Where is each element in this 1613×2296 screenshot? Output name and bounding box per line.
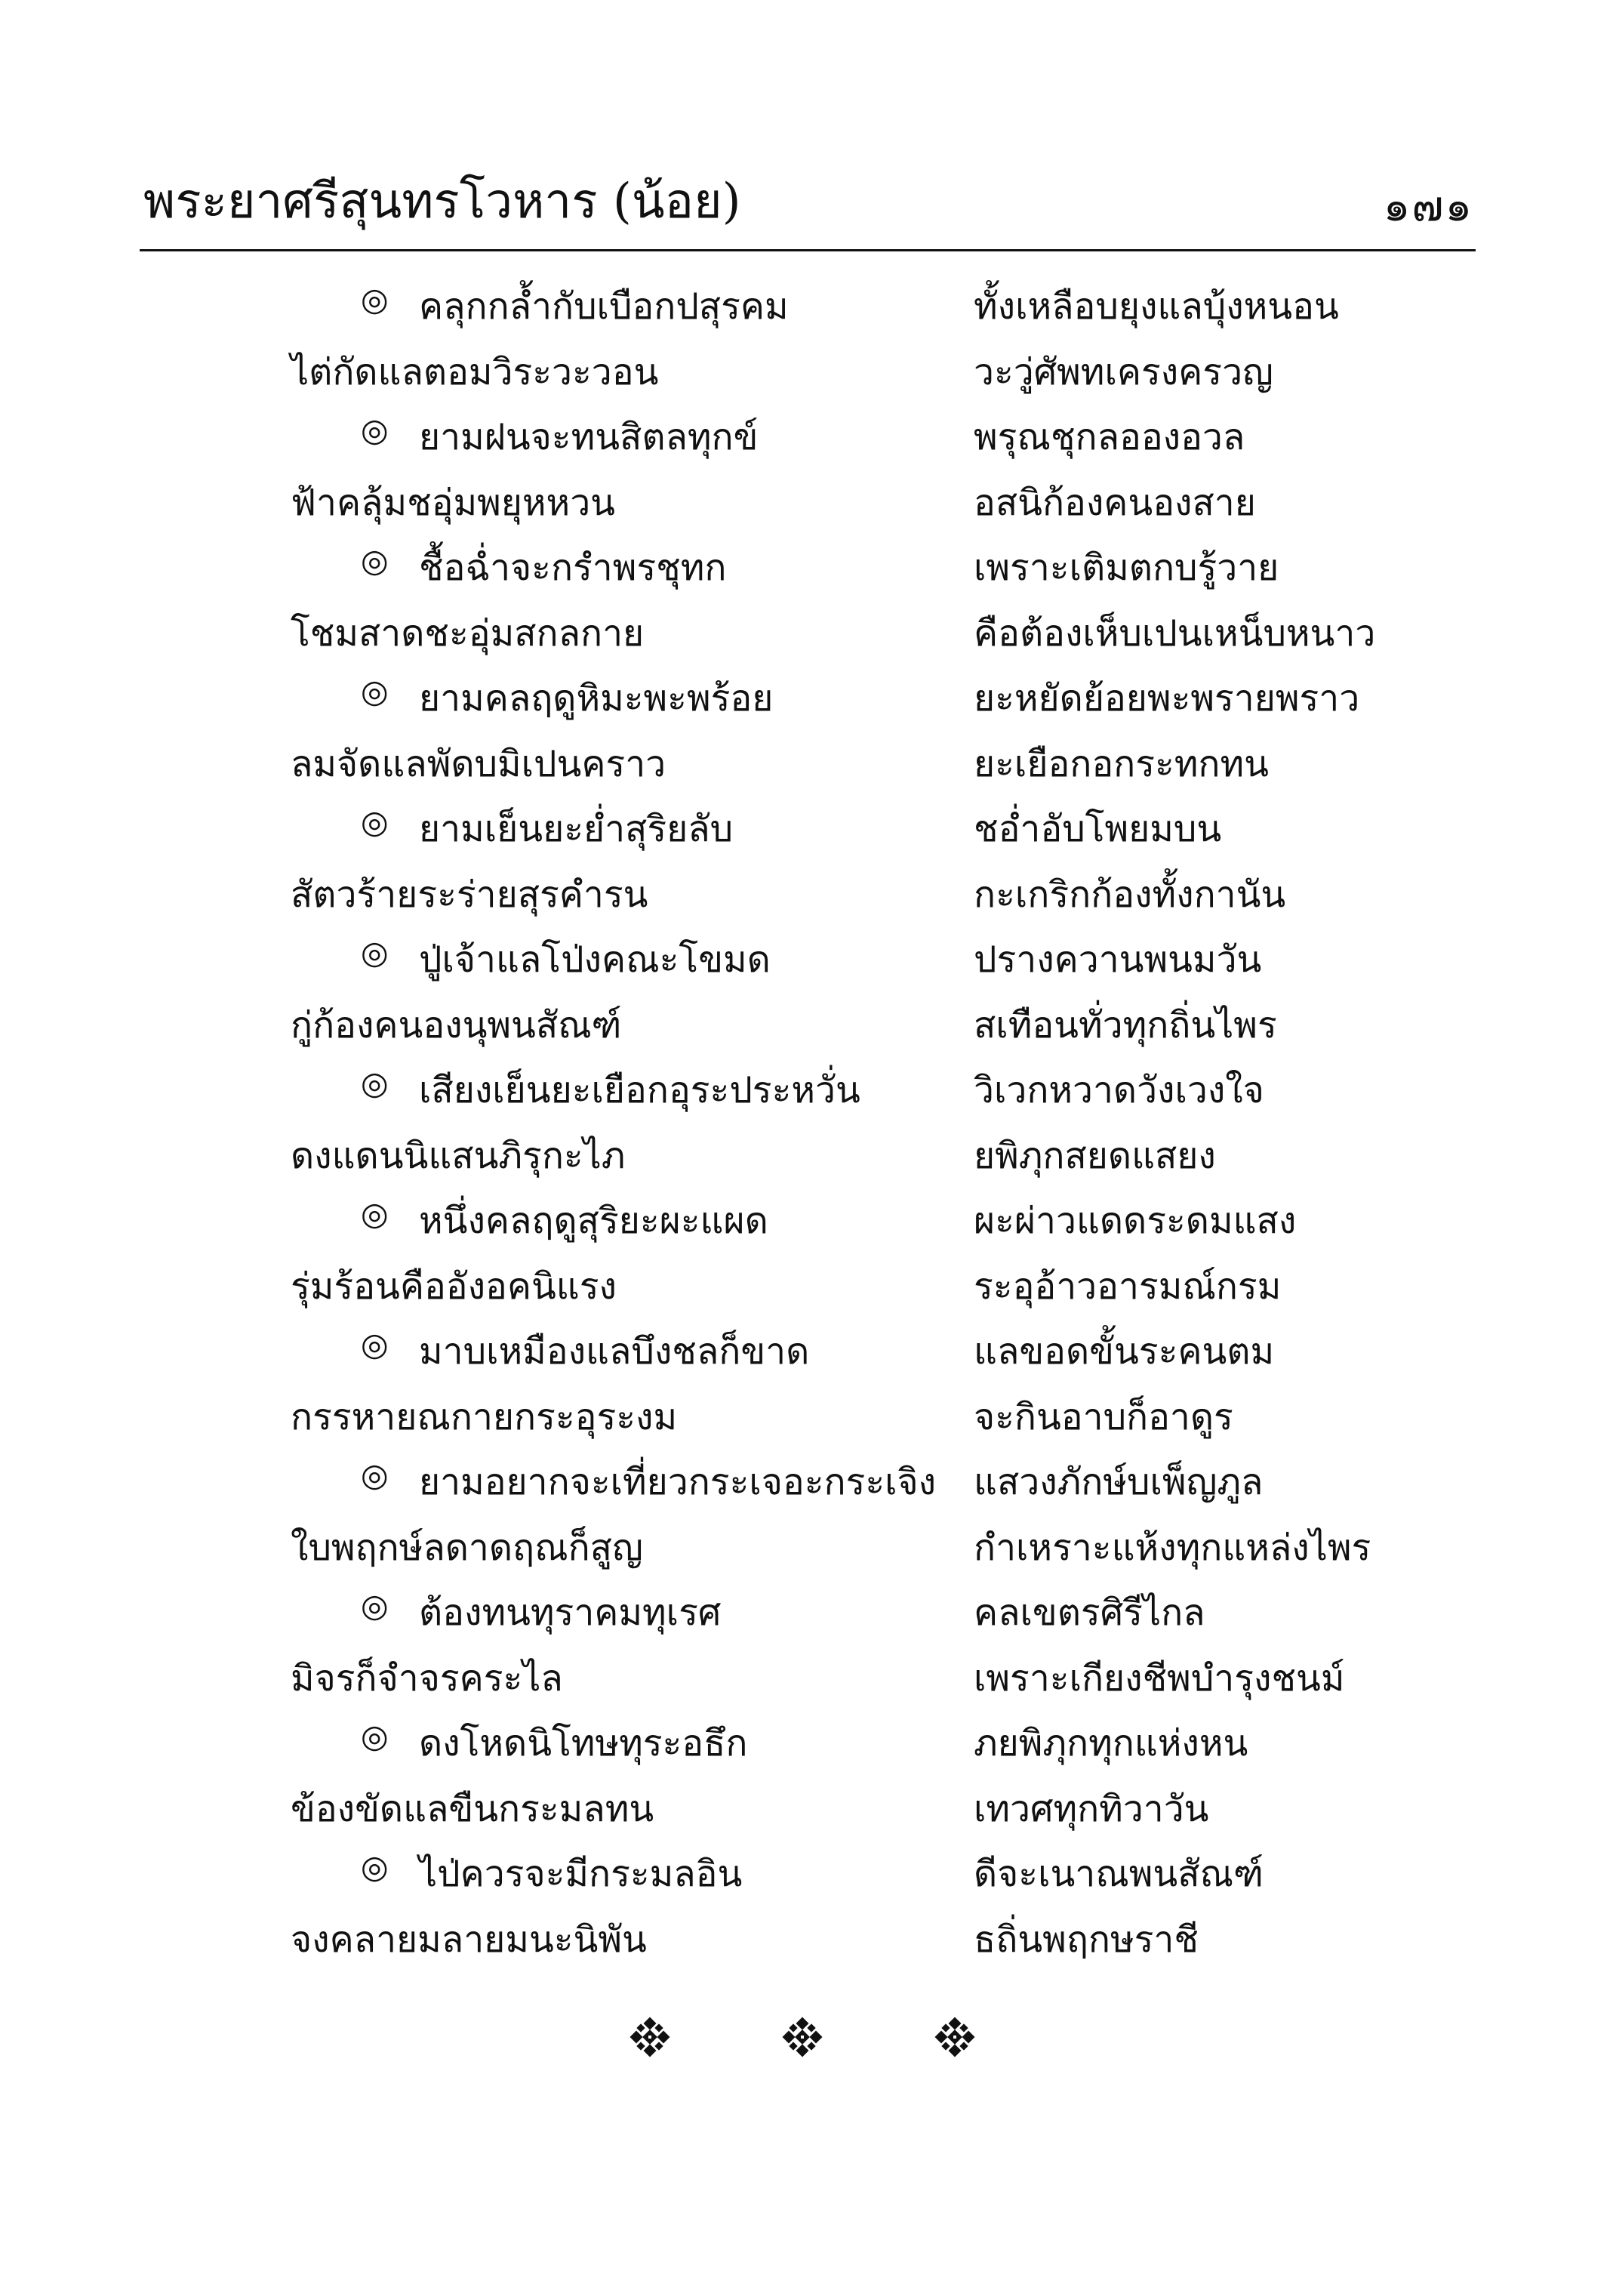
- verse-right-text: ยะหยัดย้อยพะพรายพราว: [974, 677, 1360, 720]
- verse-left-text: ต้องทนทุราคมทุเรศ: [419, 1592, 722, 1634]
- verse-line: [0, 408, 1613, 469]
- verse-right-text: ทั้งเหลือบยุงแลบุ้งหนอน: [974, 285, 1339, 328]
- verse-right-text: กำเหราะแห้งทุกแหล่งไพร: [974, 1526, 1371, 1569]
- verse-right-text: เพราะเกียงชีพบำรุงชนม์: [974, 1657, 1345, 1700]
- verse-right-text: เทวศทุกทิวาวัน: [974, 1787, 1209, 1830]
- verse-left-text: กรรหายณกายกระอุระงม: [291, 1395, 678, 1438]
- verse-right-text: แสวงภักษ์บเพ็ญภูล: [974, 1461, 1264, 1503]
- verse-line: [0, 1715, 1613, 1775]
- verse-right-text: คือต้องเห็บเปนเหน็บหนาว: [974, 612, 1376, 655]
- verse-line: [0, 1258, 1613, 1318]
- verse-left-text: ไป่ควรจะมีกระมลอิน: [419, 1853, 743, 1895]
- verse-marker-icon: ◎: [361, 1718, 389, 1755]
- verse-left-text: ชื้อฉ่ำจะกรำพรชุทก: [419, 547, 727, 589]
- verse-line: [0, 1584, 1613, 1644]
- verse-left-text: โชมสาดชะอุ่มสกลกาย: [291, 612, 645, 655]
- verse-left-text: คลุกกล้ำกับเบือกปสุรคม: [419, 285, 789, 328]
- verse-line: [0, 866, 1613, 926]
- verse-left-text: ข้องขัดแลขืนกระมลทน: [291, 1787, 654, 1830]
- verse-line: [0, 344, 1613, 404]
- verse-line: [0, 1062, 1613, 1122]
- verse-line: [0, 1780, 1613, 1841]
- verse-marker-icon: ◎: [361, 803, 389, 840]
- verse-line: [0, 1519, 1613, 1579]
- verse-line: [0, 474, 1613, 535]
- verse-marker-icon: ◎: [361, 1326, 389, 1363]
- verse-left-text: รุ่มร้อนคืออังอคนิแรง: [291, 1265, 617, 1308]
- verse-right-text: วะวู่ศัพทเครงครวญ: [974, 350, 1273, 393]
- verse-right-text: ชอ่ำอับโพยมบน: [974, 808, 1222, 850]
- verse-marker-icon: ◎: [361, 934, 389, 971]
- verse-marker-icon: ◎: [361, 1195, 389, 1232]
- verse-right-text: ดีจะเนาณพนสัณฑ์: [974, 1853, 1264, 1895]
- verse-right-text: ธถิ่นพฤกษราชี: [974, 1918, 1199, 1961]
- verse-left-text: กู่ก้องคนองนุพนสัณฑ์: [291, 1003, 622, 1046]
- verse-line: [0, 1127, 1613, 1188]
- flower-ornament-icon: [781, 2016, 823, 2058]
- verse-line: [0, 1323, 1613, 1383]
- verse-right-text: คลเขตรศิรีไกล: [974, 1592, 1205, 1634]
- verse-left-text: ปู่เจ้าแลโป่งคณะโขมด: [419, 938, 771, 981]
- verse-left-text: ยามเย็นยะย่ำสุริยลับ: [419, 808, 734, 850]
- verse-right-text: ยพิภุกสยดแสยง: [974, 1134, 1216, 1177]
- verse-marker-icon: ◎: [361, 411, 389, 448]
- verse-line: [0, 1388, 1613, 1449]
- verse-marker-icon: ◎: [361, 1587, 389, 1624]
- verse-line: [0, 670, 1613, 730]
- verse-line: [0, 931, 1613, 991]
- verse-right-text: ยะเยือกอกระทกทน: [974, 742, 1269, 785]
- verse-marker-icon: ◎: [361, 542, 389, 579]
- verse-line: [0, 278, 1613, 338]
- verse-line: [0, 605, 1613, 665]
- verse-left-text: ดงแดนนิแสนภิรุกะไภ: [291, 1134, 626, 1177]
- verse-left-text: มิจรก็จำจรคระไล: [291, 1657, 563, 1700]
- verse-right-text: จะกินอาบก็อาดูร: [974, 1395, 1233, 1438]
- verse-marker-icon: ◎: [361, 1065, 389, 1102]
- verse-left-text: หนึ่งคลฤดูสุริยะผะแผด: [419, 1200, 768, 1242]
- verse-left-text: ฟ้าคลุ้มชอุ่มพยุหหวน: [291, 481, 615, 524]
- verse-line: [0, 1453, 1613, 1514]
- verse-line: [0, 800, 1613, 861]
- verse-left-text: ยามอยากจะเที่ยวกระเจอะกระเจิง: [419, 1461, 937, 1503]
- verse-right-text: พรุณชุกลอองอวล: [974, 416, 1245, 458]
- verse-left-text: ยามคลฤดูหิมะพะพร้อย: [419, 677, 774, 720]
- verse-right-text: เพราะเติมตกบรู้วาย: [974, 547, 1279, 589]
- verse-left-text: ลมจัดแลพัดบมิเปนคราว: [291, 742, 666, 785]
- page-header-title: พระยาศรีสุนทรโวหาร (น้อย): [143, 174, 741, 230]
- verse-line: [0, 1650, 1613, 1710]
- verse-right-text: วิเวกหวาดวังเวงใจ: [974, 1069, 1264, 1111]
- verse-right-text: ผะผ่าวแดดระดมแสง: [974, 1200, 1297, 1242]
- verse-right-text: ภยพิภุกทุกแห่งหน: [974, 1722, 1248, 1764]
- verse-line: [0, 1192, 1613, 1253]
- verse-line: [0, 1911, 1613, 1971]
- verse-right-text: กะเกริกก้องทั้งกานัน: [974, 873, 1286, 916]
- verse-marker-icon: ◎: [361, 673, 389, 710]
- verse-left-text: ไต่กัดแลตอมวิระวะวอน: [291, 350, 659, 393]
- verse-line: [0, 997, 1613, 1057]
- verse-marker-icon: ◎: [361, 1848, 389, 1885]
- verse-left-text: ใบพฤกษ์ลดาดฤณก็สูญ: [291, 1526, 643, 1569]
- verse-line: [0, 735, 1613, 796]
- verse-right-text: อสนิก้องคนองสาย: [974, 481, 1256, 524]
- verse-line: [0, 1845, 1613, 1906]
- verse-right-text: ระอุอ้าวอารมณ์กรม: [974, 1265, 1282, 1308]
- verse-left-text: จงคลายมลายมนะนิพัน: [291, 1918, 647, 1961]
- verse-left-text: มาบเหมืองแลบึงชลก็ขาด: [419, 1330, 810, 1373]
- verse-line: [0, 539, 1613, 599]
- page-number: ๑๗๑: [1383, 182, 1473, 231]
- verse-left-text: เสียงเย็นยะเยือกอุระประหวั่น: [419, 1069, 860, 1111]
- flower-ornament-icon: [629, 2016, 671, 2058]
- verse-right-text: สเทือนทั่วทุกถิ่นไพร: [974, 1003, 1277, 1046]
- verse-left-text: ดงโหดนิโทษทุระอธึก: [419, 1722, 748, 1764]
- verse-marker-icon: ◎: [361, 281, 389, 318]
- verse-left-text: ยามฝนจะทนสิตลทุกข์: [419, 416, 759, 458]
- verse-right-text: ปรางควานพนมวัน: [974, 938, 1262, 981]
- ornament-row: [0, 2016, 1613, 2076]
- verse-left-text: สัตวร้ายระร่ายสุรคำรน: [291, 873, 648, 916]
- flower-ornament-icon: [934, 2016, 976, 2058]
- verse-right-text: แลขอดขั้นระคนตม: [974, 1330, 1275, 1373]
- verse-marker-icon: ◎: [361, 1456, 389, 1493]
